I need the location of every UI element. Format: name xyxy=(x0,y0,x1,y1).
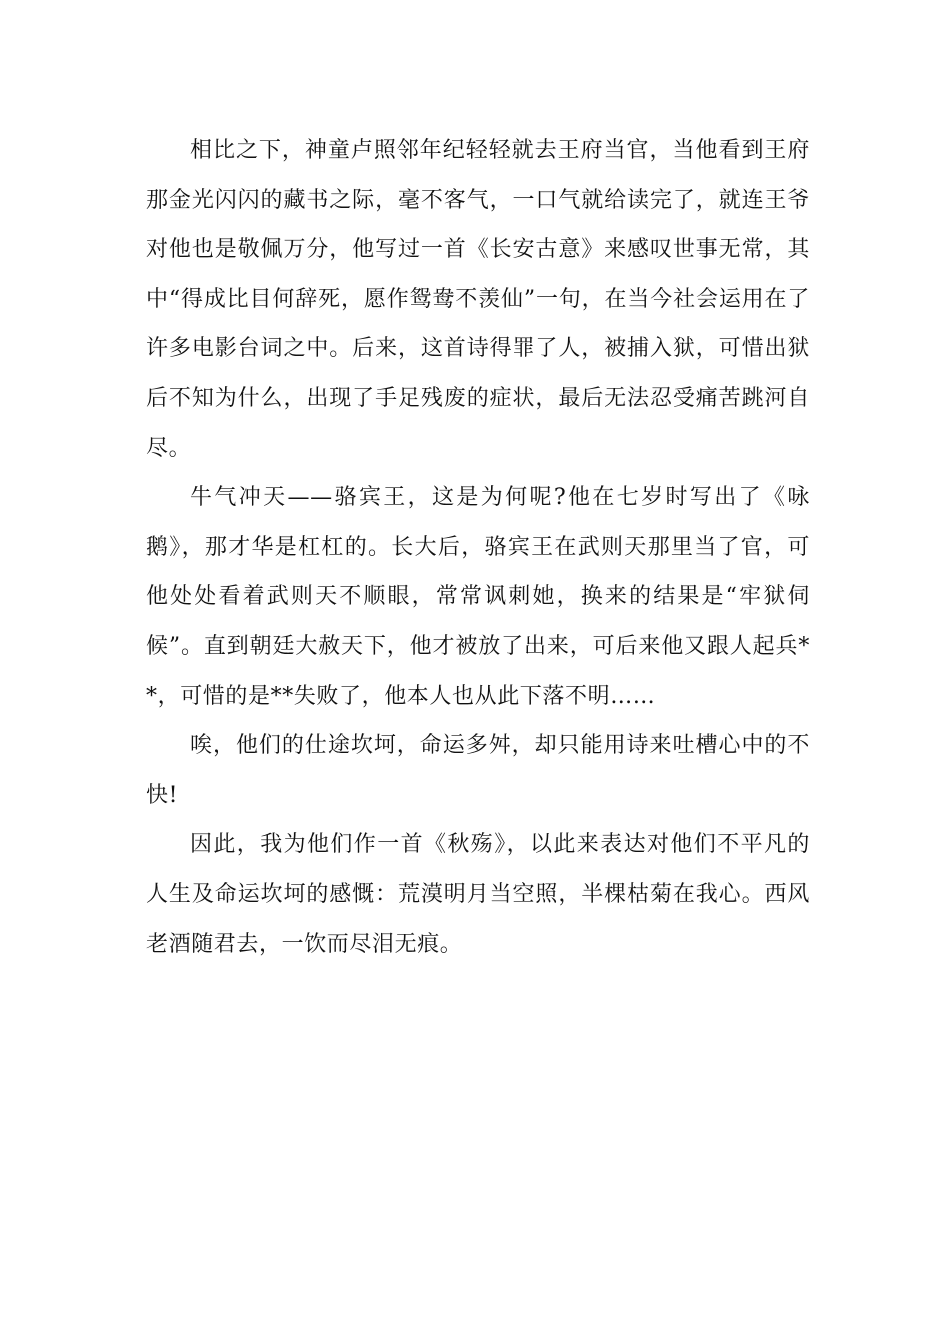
paragraph-1: 相比之下，神童卢照邻年纪轻轻就去王府当官，当他看到王府那金光闪闪的藏书之际，毫不客气，一口气就给读完了，就连王爷对他也是敬佩万分，他写过一首《长安古意》来感叹世事无常，其中“得成比目何辞死，愿作鸳鸯不羡仙”一句，在当今社会运用在了许多电影台词之中。后来，这首诗得罪了人，被捕入狱，可惜出狱后不知为什么，出现了手足残废的症状，最后无法忍受痛苦跳河自尽。 xyxy=(146,138,810,461)
paragraph-3: 唉，他们的仕途坎坷，命运多舛，却只能用诗来吐槽心中的不快! xyxy=(146,733,810,808)
document-body xyxy=(146,126,810,969)
paragraph-4: 因此，我为他们作一首《秋殇》，以此来表达对他们不平凡的人生及命运坎坷的感慨：荒漠明月当空照，半棵枯菊在我心。西风老酒随君去，一饮而尽泪无痕。 xyxy=(146,832,810,957)
paragraph-2: 牛气冲天——骆宾王，这是为何呢?他在七岁时写出了《咏鹅》，那才华是杠杠的。长大后，骆宾王在武则天那里当了官，可他处处看着武则天不顺眼，常常讽刺她，换来的结果是“牢狱伺候”。直到朝廷大赦天下，他才被放了出来，可后来他又跟人起兵**，可惜的是**失败了，他本人也从此下落不明…… xyxy=(146,485,810,709)
